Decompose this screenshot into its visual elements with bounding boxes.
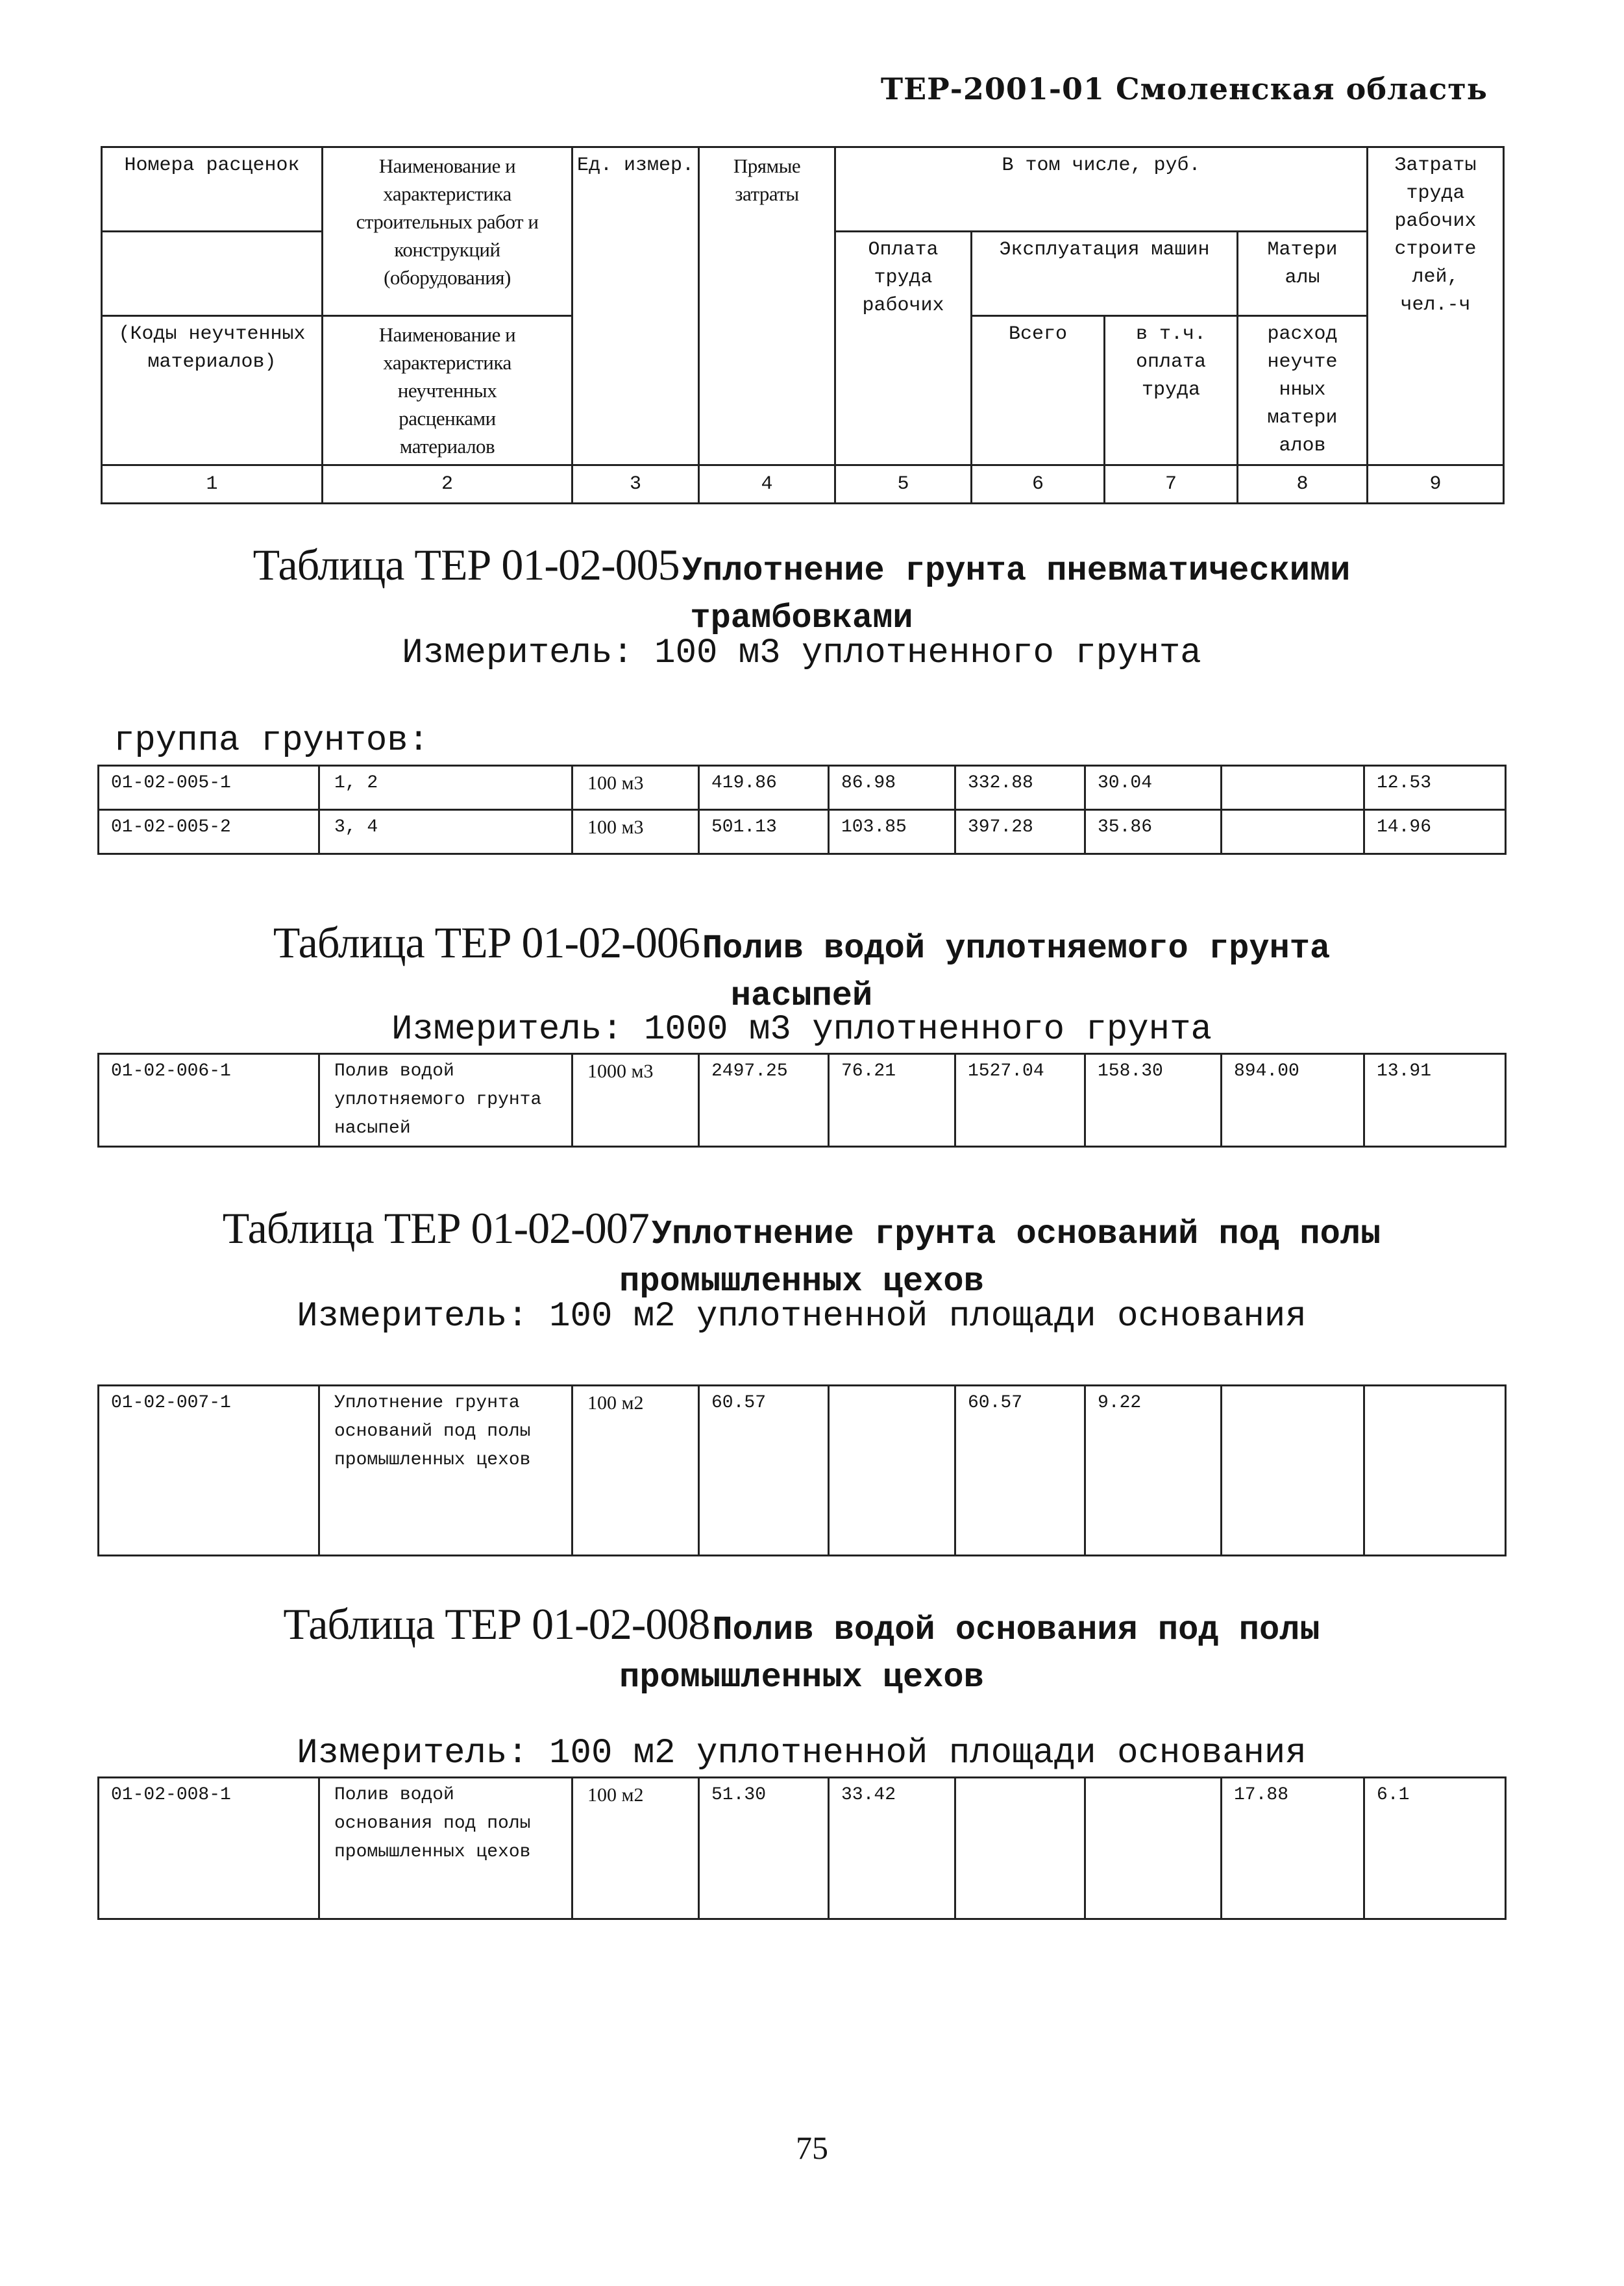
- row-labor: 103.85: [829, 810, 955, 854]
- table-title: [101, 540, 1503, 639]
- data-table: [97, 1384, 1507, 1556]
- row-machine-labor: 30.04: [1085, 766, 1222, 810]
- header-col4: Прямые затраты: [699, 147, 835, 465]
- column-number: 7: [1105, 465, 1238, 504]
- row-unit: 1000 м3: [572, 1054, 699, 1147]
- table-title-line2: трамбовками: [690, 599, 913, 637]
- header-col1-top: Номера расценок: [102, 147, 323, 232]
- header-col2-top: Наименование и характеристика строительных работ и конструкций (оборудования): [323, 147, 572, 316]
- row-unit: 100 м2: [572, 1386, 699, 1556]
- row-machines: [955, 1778, 1085, 1919]
- row-labor: 86.98: [829, 766, 955, 810]
- header-col8-bottom: расход неучте нных матери алов: [1238, 316, 1368, 465]
- row-labor: 33.42: [829, 1778, 955, 1919]
- header-col8-top: Матери алы: [1238, 232, 1368, 316]
- row-code: 01-02-005-2: [99, 810, 319, 854]
- row-unit: 100 м2: [572, 1778, 699, 1919]
- row-machine-labor: 35.86: [1085, 810, 1222, 854]
- column-number: 8: [1238, 465, 1368, 504]
- row-code: 01-02-006-1: [99, 1054, 319, 1147]
- row-direct: 419.86: [699, 766, 829, 810]
- header-col3: Ед. измер.: [572, 147, 699, 465]
- row-name: 1, 2: [319, 766, 572, 810]
- data-table: [97, 765, 1507, 855]
- row-hours: [1364, 1386, 1506, 1556]
- row-direct: 2497.25: [699, 1054, 829, 1147]
- header-col2-bottom: Наименование и характеристика неучтенных расценками материалов: [323, 316, 572, 465]
- group-label: группа грунтов:: [114, 721, 430, 761]
- header-col1-spacer: [102, 232, 323, 316]
- column-number: 9: [1368, 465, 1504, 504]
- row-machines: 60.57: [955, 1386, 1085, 1556]
- page-number: 75: [796, 2130, 828, 2166]
- row-direct: 51.30: [699, 1778, 829, 1919]
- header-col5: Оплата труда рабочих: [835, 232, 972, 465]
- column-number: 2: [323, 465, 572, 504]
- table-row: [99, 1054, 1506, 1147]
- table-measure: Измеритель: 100 м2 уплотненной площади основания: [297, 1297, 1307, 1336]
- row-machine-labor: 9.22: [1085, 1386, 1222, 1556]
- table-title-line2: насыпей: [730, 977, 873, 1015]
- row-hours: 13.91: [1364, 1054, 1506, 1147]
- table-title-line1: Уплотнение грунта пневматическими: [682, 552, 1351, 590]
- column-header-table: [101, 146, 1505, 504]
- row-unit: 100 м3: [572, 766, 699, 810]
- row-name: Полив водой основания под полы промышленных цехов: [319, 1778, 572, 1919]
- header-group-including: В том числе, руб.: [835, 147, 1368, 232]
- data-table: [97, 1053, 1507, 1148]
- header-col9: Затраты труда рабочих строите лей, чел.-ч: [1368, 147, 1504, 465]
- row-labor: [829, 1386, 955, 1556]
- header-group-machines: Эксплуатация машин: [972, 232, 1238, 316]
- row-code: 01-02-005-1: [99, 766, 319, 810]
- column-number: 3: [572, 465, 699, 504]
- row-name: 3, 4: [319, 810, 572, 854]
- row-materials: 17.88: [1222, 1778, 1364, 1919]
- table-title-line1: Уплотнение грунта оснований под полы: [651, 1215, 1381, 1253]
- table-code-title: Таблица ТЕР 01-02-007: [222, 1203, 649, 1253]
- header-col7: в т.ч. оплата труда: [1105, 316, 1238, 465]
- column-number: 5: [835, 465, 972, 504]
- table-title-line1: Полив водой основания под полы: [712, 1611, 1320, 1649]
- row-hours: 14.96: [1364, 810, 1506, 854]
- row-name: Уплотнение грунта оснований под полы промышленных цехов: [319, 1386, 572, 1556]
- row-materials: 894.00: [1222, 1054, 1364, 1147]
- document-header: ТЕР-2001-01 Смоленская область: [880, 71, 1488, 106]
- row-unit: 100 м3: [572, 810, 699, 854]
- header-col6: Всего: [972, 316, 1105, 465]
- table-code-title: Таблица ТЕР 01-02-006: [273, 918, 700, 967]
- table-measure: Измеритель: 100 м3 уплотненного грунта: [402, 633, 1201, 673]
- table-row: [99, 810, 1506, 854]
- row-hours: 12.53: [1364, 766, 1506, 810]
- row-materials: [1222, 1386, 1364, 1556]
- row-code: 01-02-008-1: [99, 1778, 319, 1919]
- table-title-line2: промышленных цехов: [619, 1658, 984, 1697]
- table-measure: Измеритель: 100 м2 уплотненной площади основания: [297, 1734, 1307, 1773]
- row-machines: 397.28: [955, 810, 1085, 854]
- table-title-line2: промышленных цехов: [619, 1262, 984, 1301]
- row-materials: [1222, 766, 1364, 810]
- row-hours: 6.1: [1364, 1778, 1506, 1919]
- table-title-line1: Полив водой уплотняемого грунта: [702, 929, 1331, 968]
- header-col1-bottom: (Коды неучтенных материалов): [102, 316, 323, 465]
- row-machine-labor: [1085, 1778, 1222, 1919]
- table-title: [101, 1203, 1503, 1303]
- table-title: [101, 918, 1503, 1017]
- column-number: 4: [699, 465, 835, 504]
- table-row: [99, 766, 1506, 810]
- table-code-title: Таблица ТЕР 01-02-005: [252, 540, 680, 589]
- row-direct: 501.13: [699, 810, 829, 854]
- table-title: [101, 1599, 1503, 1699]
- data-table: [97, 1776, 1507, 1920]
- table-code-title: Таблица ТЕР 01-02-008: [283, 1599, 710, 1649]
- table-measure: Измеритель: 1000 м3 уплотненного грунта: [391, 1010, 1212, 1050]
- row-name: Полив водой уплотняемого грунта насыпей: [319, 1054, 572, 1147]
- row-machines: 332.88: [955, 766, 1085, 810]
- row-code: 01-02-007-1: [99, 1386, 319, 1556]
- row-materials: [1222, 810, 1364, 854]
- table-row: [99, 1778, 1506, 1919]
- row-direct: 60.57: [699, 1386, 829, 1556]
- column-number: 1: [102, 465, 323, 504]
- row-machine-labor: 158.30: [1085, 1054, 1222, 1147]
- table-row: [99, 1386, 1506, 1556]
- row-machines: 1527.04: [955, 1054, 1085, 1147]
- column-number: 6: [972, 465, 1105, 504]
- row-labor: 76.21: [829, 1054, 955, 1147]
